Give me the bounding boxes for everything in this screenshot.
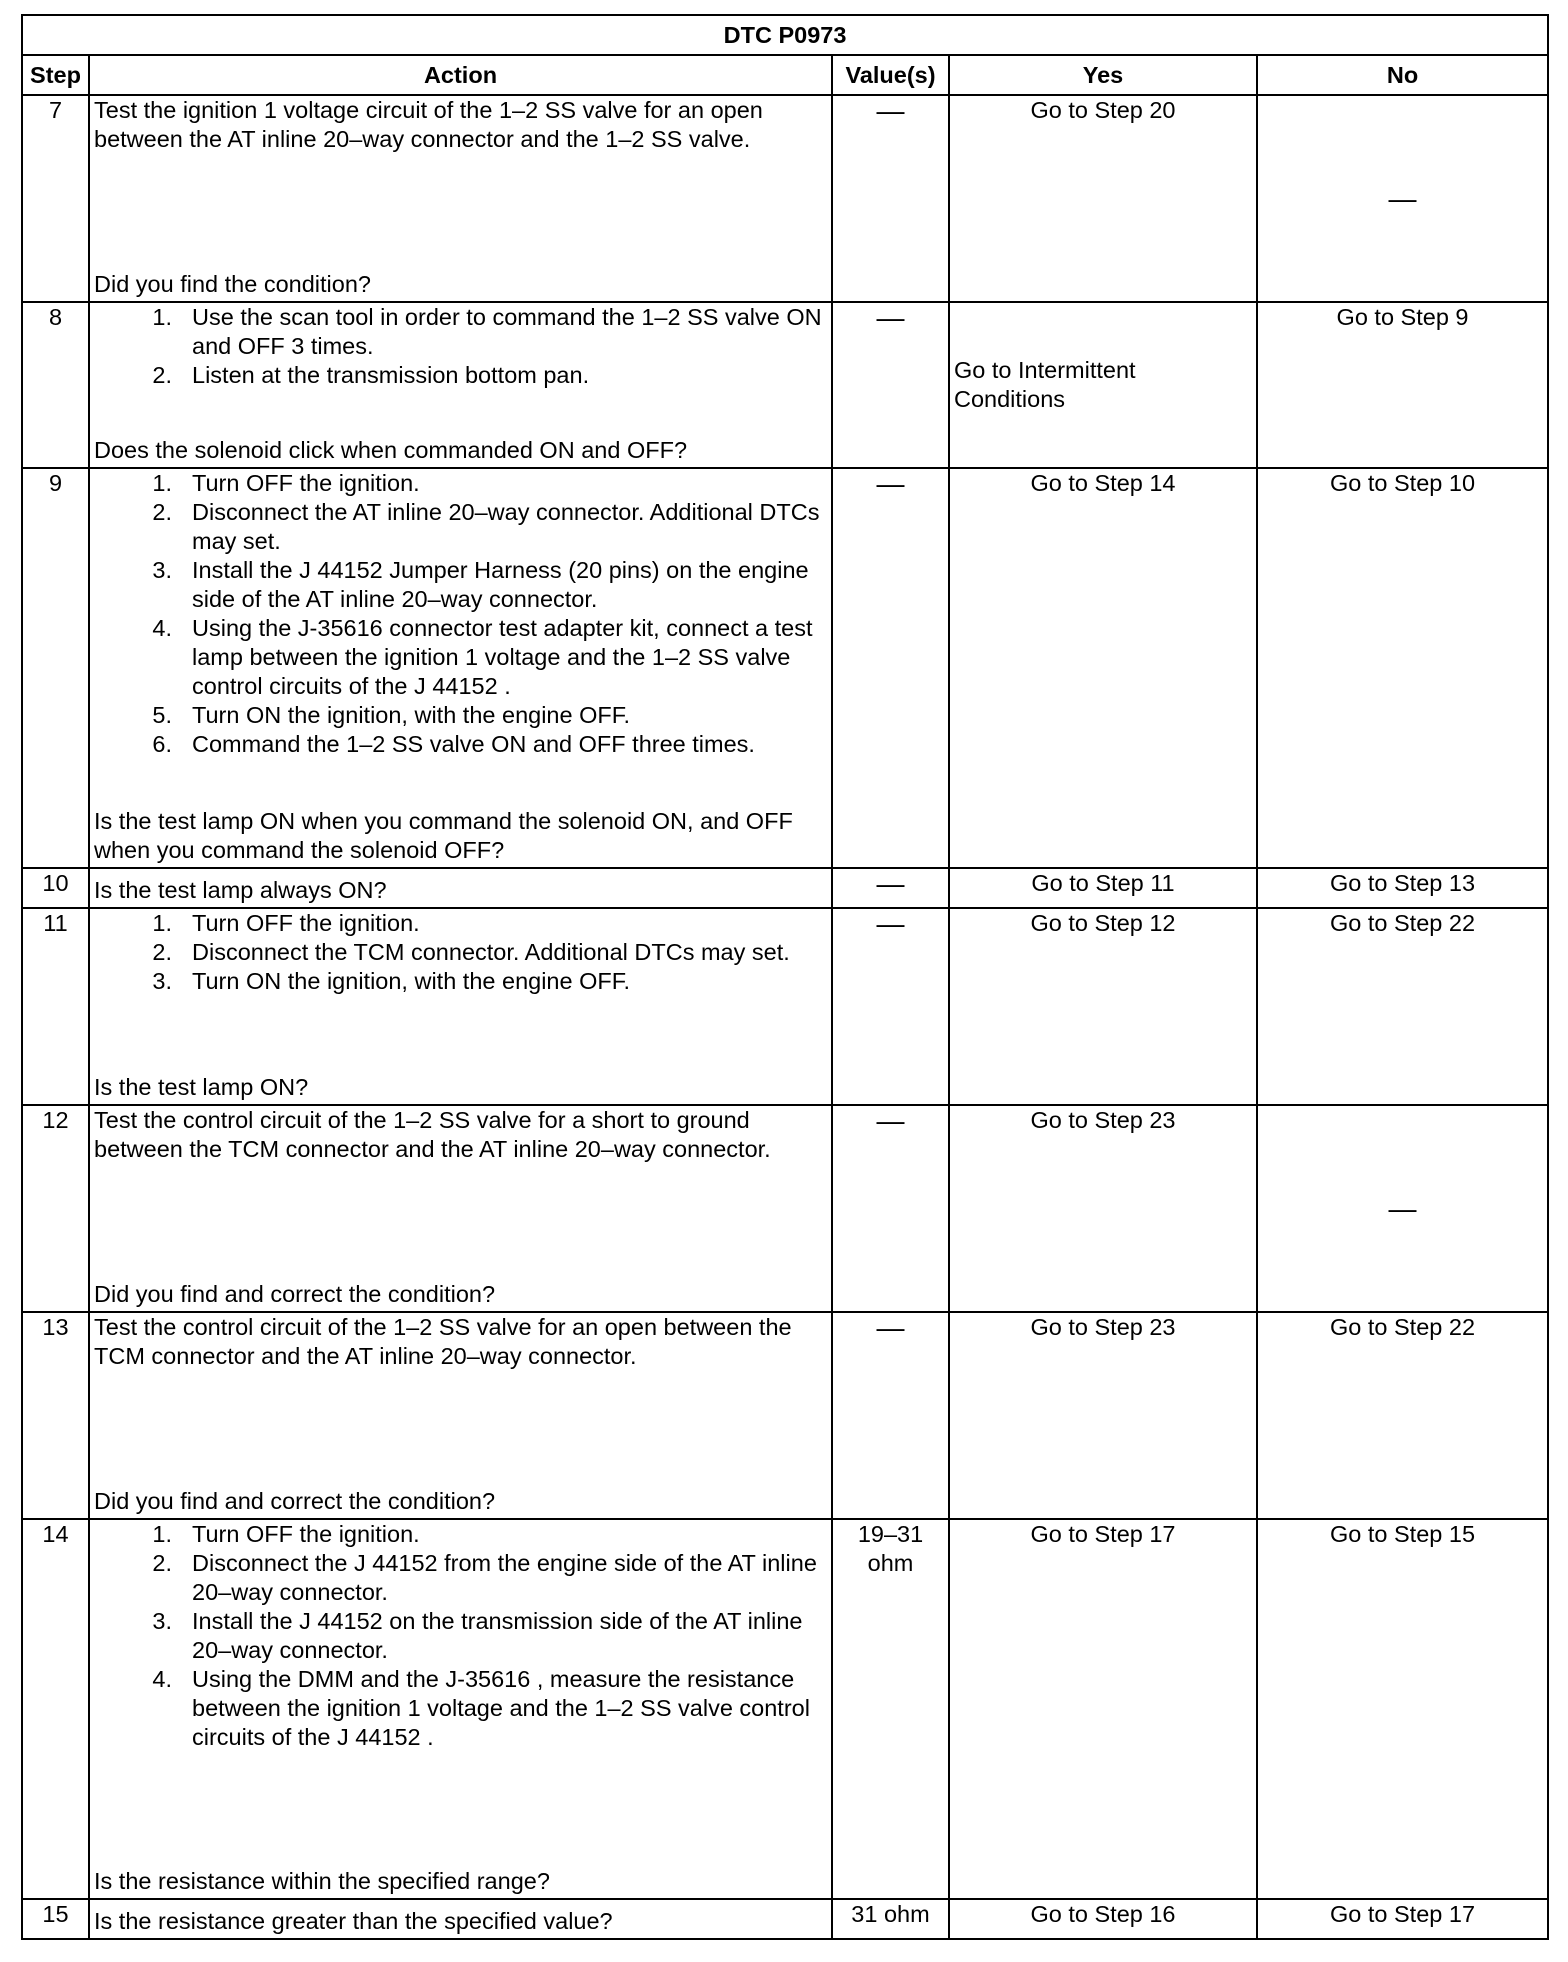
step-number: 14: [22, 1519, 89, 1899]
list-item-number: 3.: [152, 557, 172, 583]
action-text: Test the ignition 1 voltage circuit of the 1–2 SS valve for an open between the AT inline 20–way connector and the 1–2 SS valve.: [94, 97, 763, 152]
procedure-list: [94, 469, 827, 759]
list-item: [94, 1520, 827, 1549]
step-number: 12: [22, 1105, 89, 1312]
action-text: Test the control circuit of the 1–2 SS valve for an open between the TCM connector and the AT inline 20–way connector.: [94, 1314, 792, 1369]
table-row: [22, 1105, 1548, 1312]
list-item: [94, 967, 827, 996]
list-item-number: 4.: [152, 1666, 172, 1692]
list-item-text: Using the DMM and the J-35616 , measure the resistance between the ignition 1 voltage and the 1–2 SS valve control circuits of the J 44152 .: [192, 1666, 810, 1750]
no-cell: Go to Step 15: [1257, 1519, 1548, 1899]
list-item-text: Command the 1–2 SS valve ON and OFF three times.: [192, 731, 755, 757]
list-item-number: 3.: [152, 968, 172, 994]
table-row: [22, 868, 1548, 908]
list-item-number: 5.: [152, 702, 172, 728]
list-item-text: Turn OFF the ignition.: [192, 470, 420, 496]
step-number: 13: [22, 1312, 89, 1519]
list-item-number: 2.: [152, 499, 172, 525]
list-item-text: Listen at the transmission bottom pan.: [192, 362, 590, 388]
list-item-text: Turn ON the ignition, with the engine OFF.: [192, 968, 631, 994]
value-cell: 19–31 ohm: [832, 1519, 949, 1899]
step-number: 8: [22, 302, 89, 468]
yes-cell: Go to Step 12: [949, 908, 1257, 1105]
action-cell: [89, 302, 832, 468]
yes-cell: Go to Step 14: [949, 468, 1257, 868]
yes-cell: Go to Step 17: [949, 1519, 1257, 1899]
value-cell: —: [832, 302, 949, 468]
header-action: Action: [89, 55, 832, 95]
table-row: [22, 468, 1548, 868]
list-item-number: 2.: [152, 362, 172, 388]
list-item-number: 3.: [152, 1608, 172, 1634]
list-item-number: 1.: [152, 304, 172, 330]
list-item: [94, 1549, 827, 1607]
list-item-text: Disconnect the TCM connector. Additional DTCs may set.: [192, 939, 790, 965]
action-question: Is the resistance within the specified range?: [94, 1868, 550, 1894]
list-item: [94, 303, 827, 361]
header-no: No: [1257, 55, 1548, 95]
list-item: [94, 1607, 827, 1665]
no-cell: Go to Step 13: [1257, 868, 1548, 908]
yes-cell: Go to Step 16: [949, 1899, 1257, 1939]
table-row: [22, 1899, 1548, 1939]
action-text: Test the control circuit of the 1–2 SS valve for a short to ground between the TCM connector and the AT inline 20–way connector.: [94, 1107, 771, 1162]
action-cell: [89, 1312, 832, 1519]
step-number: 11: [22, 908, 89, 1105]
no-cell: Go to Step 22: [1257, 908, 1548, 1105]
action-question: Is the test lamp always ON?: [94, 877, 387, 903]
step-number: 10: [22, 868, 89, 908]
list-item-text: Turn OFF the ignition.: [192, 1521, 420, 1547]
list-item-number: 6.: [152, 731, 172, 757]
action-cell: [89, 1899, 832, 1939]
list-item-number: 4.: [152, 615, 172, 641]
action-question: Is the resistance greater than the specified value?: [94, 1908, 613, 1934]
table-row: [22, 95, 1548, 302]
list-item: [94, 361, 827, 390]
list-item: [94, 556, 827, 614]
value-cell: —: [832, 468, 949, 868]
value-cell: —: [832, 1312, 949, 1519]
list-item-text: Use the scan tool in order to command the 1–2 SS valve ON and OFF 3 times.: [192, 304, 822, 359]
list-item-number: 1.: [152, 1521, 172, 1547]
action-cell: [89, 868, 832, 908]
list-item: [94, 498, 827, 556]
action-question: Did you find and correct the condition?: [94, 1488, 496, 1514]
table-row: [22, 1312, 1548, 1519]
action-cell: [89, 1105, 832, 1312]
no-cell: Go to Step 17: [1257, 1899, 1548, 1939]
list-item: [94, 938, 827, 967]
step-number: 7: [22, 95, 89, 302]
yes-cell: Go to Intermittent Conditions: [949, 302, 1257, 468]
procedure-list: [94, 303, 827, 390]
action-question: Is the test lamp ON when you command the solenoid ON, and OFF when you command the solenoid OFF?: [94, 808, 793, 863]
step-number: 9: [22, 468, 89, 868]
action-question: Does the solenoid click when commanded ON and OFF?: [94, 437, 688, 463]
list-item-text: Disconnect the J 44152 from the engine side of the AT inline 20–way connector.: [192, 1550, 817, 1605]
list-item: [94, 614, 827, 701]
list-item-text: Turn OFF the ignition.: [192, 910, 420, 936]
list-item-text: Disconnect the AT inline 20–way connector. Additional DTCs may set.: [192, 499, 820, 554]
list-item-text: Install the J 44152 on the transmission side of the AT inline 20–way connector.: [192, 1608, 803, 1663]
header-step: Step: [22, 55, 89, 95]
dtc-table: [21, 14, 1549, 1940]
no-cell: Go to Step 10: [1257, 468, 1548, 868]
list-item: [94, 469, 827, 498]
action-cell: [89, 468, 832, 868]
yes-cell: Go to Step 20: [949, 95, 1257, 302]
list-item: [94, 909, 827, 938]
action-cell: [89, 95, 832, 302]
table-title: DTC P0973: [22, 15, 1548, 55]
procedure-list: [94, 909, 827, 996]
action-cell: [89, 908, 832, 1105]
action-question: Did you find the condition?: [94, 271, 371, 297]
yes-cell: Go to Step 23: [949, 1105, 1257, 1312]
list-item-number: 2.: [152, 1550, 172, 1576]
value-cell: —: [832, 1105, 949, 1312]
yes-cell: Go to Step 11: [949, 868, 1257, 908]
list-item-number: 1.: [152, 910, 172, 936]
list-item-text: Using the J-35616 connector test adapter kit, connect a test lamp between the ignition 1 voltage and the 1–2 SS valve control circuits of the J 44152 .: [192, 615, 813, 699]
no-cell: Go to Step 9: [1257, 302, 1548, 468]
title-row: [22, 15, 1548, 55]
list-item: [94, 1665, 827, 1752]
list-item-text: Turn ON the ignition, with the engine OFF.: [192, 702, 631, 728]
list-item-number: 1.: [152, 470, 172, 496]
step-number: 15: [22, 1899, 89, 1939]
value-cell: —: [832, 95, 949, 302]
value-cell: 31 ohm: [832, 1899, 949, 1939]
action-question: Is the test lamp ON?: [94, 1074, 309, 1100]
value-cell: —: [832, 868, 949, 908]
header-values: Value(s): [832, 55, 949, 95]
value-cell: —: [832, 908, 949, 1105]
list-item: [94, 730, 827, 759]
list-item-text: Install the J 44152 Jumper Harness (20 pins) on the engine side of the AT inline 20–way connector.: [192, 557, 809, 612]
table-row: [22, 302, 1548, 468]
action-cell: [89, 1519, 832, 1899]
no-cell: —: [1257, 1105, 1548, 1312]
table-row: [22, 1519, 1548, 1899]
table-row: [22, 908, 1548, 1105]
header-yes: Yes: [949, 55, 1257, 95]
list-item-number: 2.: [152, 939, 172, 965]
no-cell: —: [1257, 95, 1548, 302]
no-cell: Go to Step 22: [1257, 1312, 1548, 1519]
procedure-list: [94, 1520, 827, 1752]
list-item: [94, 701, 827, 730]
action-question: Did you find and correct the condition?: [94, 1281, 496, 1307]
header-row: [22, 55, 1548, 95]
yes-cell: Go to Step 23: [949, 1312, 1257, 1519]
